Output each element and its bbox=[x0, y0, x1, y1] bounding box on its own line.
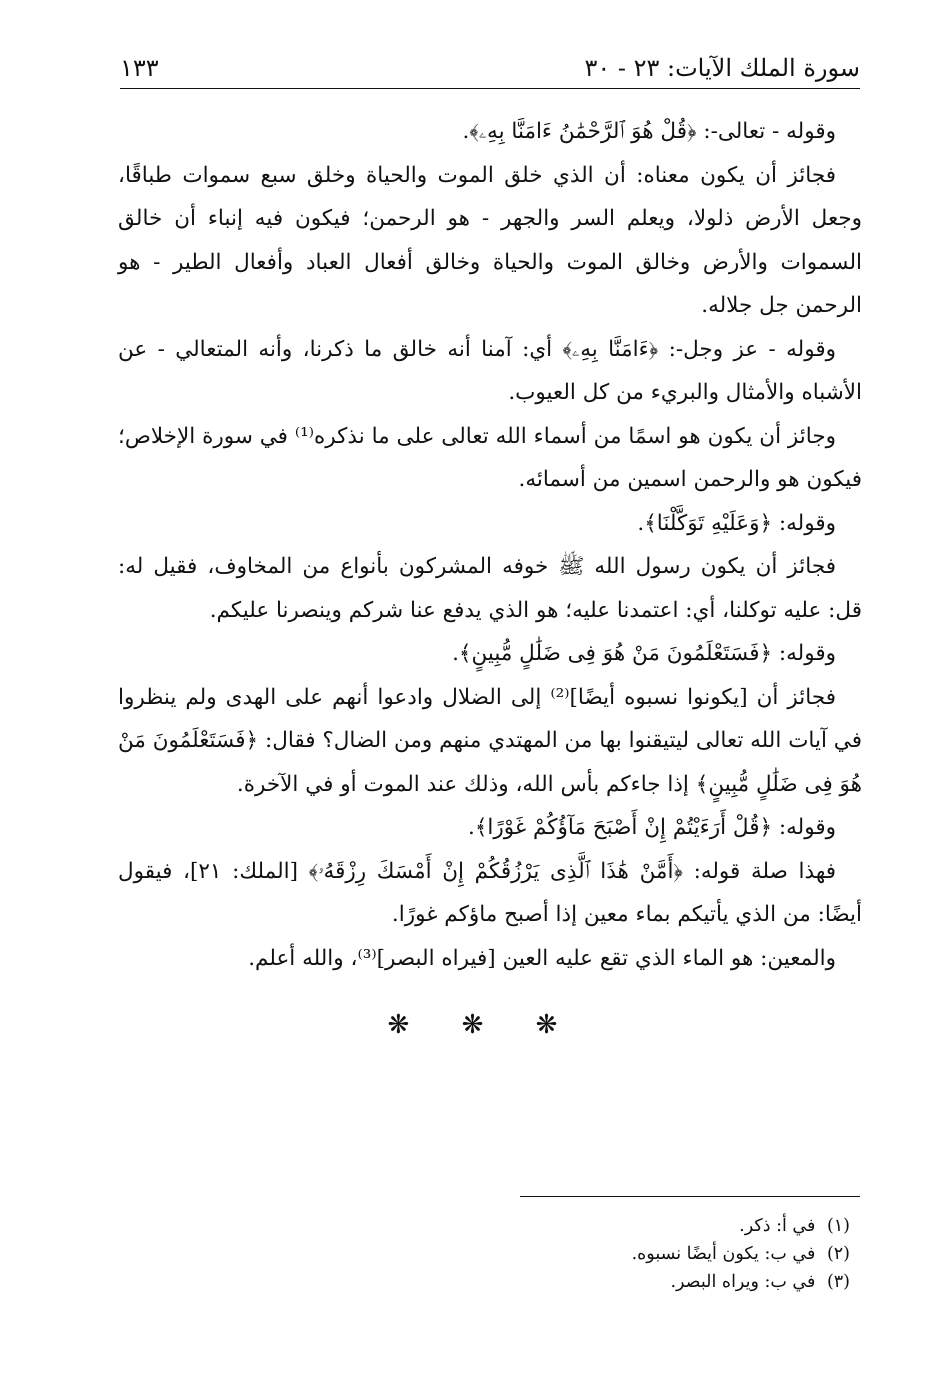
footnote-text: في أ: ذكر. bbox=[739, 1216, 816, 1236]
paragraph: وجائز أن يكون هو اسمًا من أسماء الله تعالى على ما نذكره⁽¹⁾ في سورة الإخلاص؛ فيكون هو والرحمن اسمين من أسمائه. bbox=[118, 423, 862, 492]
paragraph: فجائز أن [يكونوا نسبوه أيضًا]⁽²⁾ إلى الضلال وادعوا أنهم على الهدى ولم ينظروا في آيات الله تعالى ليتيقنوا بها من المهتدي منهم ومن الضال؟ فقال: ﴿فَسَتَعْلَمُونَ مَنْ هُوَ فِى ضَلَٰلٍ مُّبِينٍ﴾ إذا جاءكم بأس الله، وذلك عند الموت أو في الآخرة. bbox=[118, 684, 862, 797]
paragraph: فجائز أن يكون معناه: أن الذي خلق الموت والحياة وخلق سبع سموات طباقًا، وجعل الأرض ذلولا، ويعلم السر والجهر - هو الرحمن؛ فيكون فيه إنباء أن خالق السموات والأرض وخالق الموت والحياة وخالق أفعال العباد وأفعال الطير - هو الرحمن جل جلاله. bbox=[118, 162, 862, 318]
paragraph: فجائز أن يكون رسول الله ﷺ خوفه المشركون بأنواع من المخاوف، فقيل له: قل: عليه توكلنا، أي: اعتمدنا عليه؛ هو الذي يدفع عنا شركم وينصرنا عليكم. bbox=[118, 554, 862, 623]
footnote bbox=[250, 1268, 850, 1296]
paragraph: وقوله: ﴿قُلْ أَرَءَيْتُمْ إِنْ أَصْبَحَ مَآؤُكُمْ غَوْرًا﴾. bbox=[468, 815, 836, 840]
footnote-text: في ب: ويراه البصر. bbox=[670, 1272, 816, 1292]
footnote bbox=[250, 1212, 850, 1240]
footnotes bbox=[250, 1212, 850, 1296]
page-number: ١٣٣ bbox=[120, 54, 159, 82]
paragraph: وقوله - تعالى-: ﴿قُلْ هُوَ ٱلرَّحْمَٰنُ ءَامَنَّا بِهِۦ﴾. bbox=[462, 119, 836, 144]
footnote-rule bbox=[520, 1196, 860, 1197]
running-title: سورة الملك الآيات: ٢٣ - ٣٠ bbox=[584, 54, 860, 82]
section-divider bbox=[0, 1010, 945, 1040]
footnote-number: (٢) bbox=[826, 1244, 850, 1264]
paragraph: وقوله: ﴿وَعَلَيْهِ تَوَكَّلْنَا﴾. bbox=[637, 510, 836, 536]
footnote-number: (١) bbox=[826, 1216, 850, 1236]
paragraph: والمعين: هو الماء الذي تقع عليه العين [فيراه البصر]⁽³⁾، والله أعلم. bbox=[248, 945, 836, 971]
paragraph: وقوله - عز وجل-: ﴿ءَامَنَّا بِهِۦ﴾ أي: آمنا أنه خالق ما ذكرنا، وأنه المتعالي - عن الأشباه والأمثال والبريء من كل العيوب. bbox=[118, 336, 862, 405]
star-ornament-icon: ❋ bbox=[535, 1010, 558, 1040]
main-text bbox=[118, 110, 862, 980]
running-header bbox=[120, 50, 860, 89]
footnote-number: (٣) bbox=[826, 1272, 850, 1292]
star-ornament-icon: ❋ bbox=[461, 1010, 484, 1040]
star-ornament-icon: ❋ bbox=[387, 1010, 410, 1040]
paragraph: فهذا صلة قوله: ﴿أَمَّنْ هَٰذَا ٱلَّذِى يَرْزُقُكُمْ إِنْ أَمْسَكَ رِزْقَهُۥ﴾ [الملك: ٢١]، فيقول أيضًا: من الذي يأتيكم بماء معين إذا أصبح ماؤكم غورًا. bbox=[118, 858, 862, 927]
footnote-text: في ب: يكون أيضًا نسبوه. bbox=[631, 1244, 816, 1264]
paragraph: وقوله: ﴿فَسَتَعْلَمُونَ مَنْ هُوَ فِى ضَلَٰلٍ مُّبِينٍ﴾. bbox=[452, 641, 836, 666]
footnote bbox=[250, 1240, 850, 1268]
